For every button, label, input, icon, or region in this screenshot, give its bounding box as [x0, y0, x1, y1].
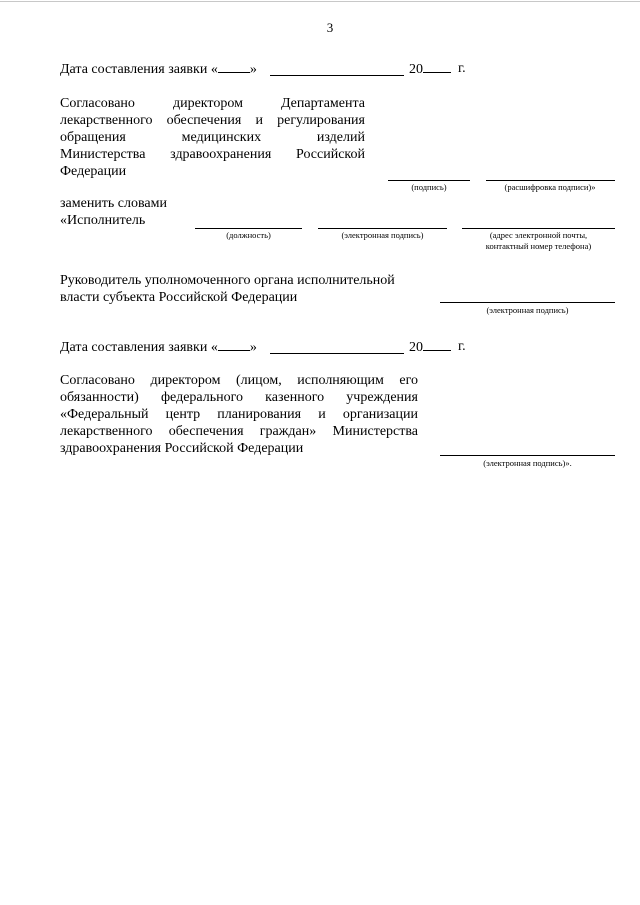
agreement-2-line: «Федеральный центр планирования и организации — [60, 407, 418, 422]
executor-label: «Исполнитель — [60, 213, 146, 228]
agreement-1-line: лекарственного обеспечения и регулирования — [60, 113, 365, 128]
day-blank — [218, 60, 250, 73]
month-blank-rule — [270, 353, 404, 354]
year-prefix: 20 — [409, 62, 423, 77]
signature-decode-rule-1 — [486, 180, 615, 181]
contact-rule — [462, 228, 615, 229]
signature-rule-1 — [388, 180, 470, 181]
year-prefix: 20 — [409, 340, 423, 355]
date-line-1 — [60, 60, 257, 78]
agreement-1-line: Согласовано директором Департамента — [60, 96, 365, 111]
contact-caption-line1: (адрес электронной почты, — [489, 230, 588, 240]
year-field-2 — [409, 338, 451, 356]
esign-rule-executor — [318, 228, 447, 229]
contact-caption-line2: контактный номер телефона) — [485, 241, 592, 251]
position-caption: (должность) — [226, 230, 271, 240]
replace-with-words: заменить словами — [60, 196, 167, 211]
date-label-close: » — [249, 62, 257, 77]
page-number: 3 — [326, 20, 334, 35]
esign-rule-authority — [440, 302, 615, 303]
signature-caption-1: (подпись) — [411, 182, 447, 192]
page-top-edge-rule — [0, 1, 640, 2]
agreement-2-line: Согласовано директором (лицом, исполняющим его — [60, 373, 418, 388]
day-blank — [218, 338, 250, 351]
year-field-1 — [409, 60, 451, 78]
signature-decode-caption-1: (расшифровка подписи)» — [504, 182, 596, 192]
authority-head-line2: власти субъекта Российской Федерации — [60, 290, 298, 305]
esign-caption-authority: (электронная подпись) — [486, 305, 569, 315]
date-label-open: Дата составления заявки « — [60, 340, 218, 355]
agreement-2-line: лекарственного обеспечения граждан» Министерства — [60, 424, 418, 439]
esign-caption-agreement-2: (электронная подпись)». — [483, 458, 572, 468]
date-line-2 — [60, 338, 257, 356]
agreement-1-last-line: Федерации — [60, 164, 127, 179]
esign-rule-agreement-2 — [440, 455, 615, 456]
year-blank — [423, 338, 451, 351]
agreement-paragraph-2 — [60, 372, 418, 457]
year-suffix: г. — [458, 339, 466, 354]
month-blank-rule — [270, 75, 404, 76]
year-blank — [423, 60, 451, 73]
agreement-1-line: Министерства здравоохранения Российской — [60, 147, 365, 162]
agreement-2-last-line: здравоохранения Российской Федерации — [60, 441, 304, 456]
position-rule — [195, 228, 302, 229]
year-suffix: г. — [458, 61, 466, 76]
esign-caption-executor: (электронная подпись) — [341, 230, 424, 240]
authority-head-line1: Руководитель уполномоченного органа исполнительной — [60, 273, 395, 288]
date-label-close: » — [249, 340, 257, 355]
date-label-open: Дата составления заявки « — [60, 62, 218, 77]
agreement-2-line: обязанности) федерального казенного учреждения — [60, 390, 418, 405]
agreement-paragraph-1 — [60, 95, 365, 180]
agreement-1-line: обращения медицинских изделий — [60, 130, 365, 145]
